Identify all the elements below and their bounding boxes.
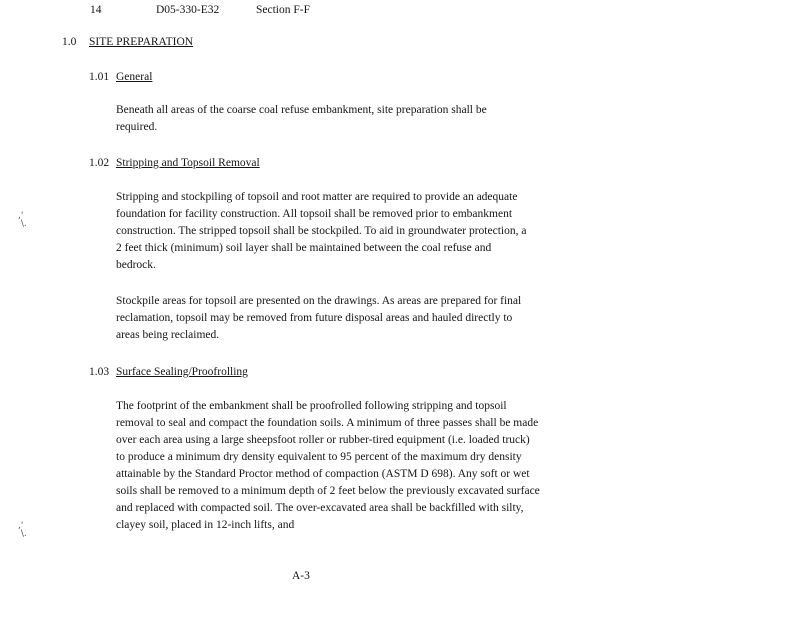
subsection-1-03-title: Surface Sealing/Proofrolling bbox=[116, 366, 248, 378]
paragraph-text: Stripping and stockpiling of topsoil and root matter are required to provide an adequate foundation for facility construction. All topsoil shall be removed prior to embankment construction. The stripped topsoil shall be stockpiled. To aid in groundwater protection, a 2 feet thick (minimum) soil layer shall be maintained between the coal refuse and bedrock. bbox=[116, 191, 527, 271]
section-title: SITE PREPARATION bbox=[89, 36, 194, 48]
subsection-1-01-paragraph bbox=[116, 102, 516, 136]
subsection-1-02-title: Stripping and Topsoil Removal bbox=[116, 157, 260, 169]
subsection-1-01-title: General bbox=[116, 71, 153, 83]
header-row-section: Section F-F bbox=[256, 4, 310, 16]
subsection-1-02-paragraph-1 bbox=[116, 189, 528, 274]
subsection-1-02-paragraph-2 bbox=[116, 293, 531, 344]
subsection-1-03-paragraph bbox=[116, 398, 540, 534]
subsection-1-01-number: 1.01 bbox=[89, 71, 110, 83]
header-row-drawing: D05-330-E32 bbox=[156, 4, 220, 16]
subsection-1-02-number: 1.02 bbox=[89, 157, 110, 169]
scan-speck-mark: ,' \. bbox=[18, 521, 27, 539]
paragraph-text: Beneath all areas of the coarse coal refuse embankment, site preparation shall be required. bbox=[116, 104, 487, 133]
subsection-1-03-number: 1.03 bbox=[89, 366, 110, 378]
section-number: 1.0 bbox=[62, 36, 77, 48]
paragraph-text: The footprint of the embankment shall be proofrolled following stripping and topsoil removal to seal and compact the foundation soils. A minimum of three passes shall be made over each area using a large sheepsfoot roller or rubber-tired equipment (i.e. loaded truck) to produce a minimum dry density equivalent to 95 percent of the maximum dry density attainable by the Standard Proctor method of compaction (ASTM D 698). Any soft or wet soils shall be removed to a minimum depth of 2 feet below the previously excavated surface and replaced with compacted soil. The over-excavated area shall be backfilled with silty, clayey soil, placed in 12-inch lifts, and bbox=[116, 400, 540, 531]
header-row-number: 14 bbox=[90, 4, 102, 16]
page-number: A-3 bbox=[292, 570, 310, 582]
paragraph-text: Stockpile areas for topsoil are presented on the drawings. As areas are prepared for final reclamation, topsoil may be removed from future disposal areas and hauled directly to areas being reclaimed. bbox=[116, 295, 522, 341]
scan-speck-mark: ,' \. bbox=[18, 211, 27, 229]
